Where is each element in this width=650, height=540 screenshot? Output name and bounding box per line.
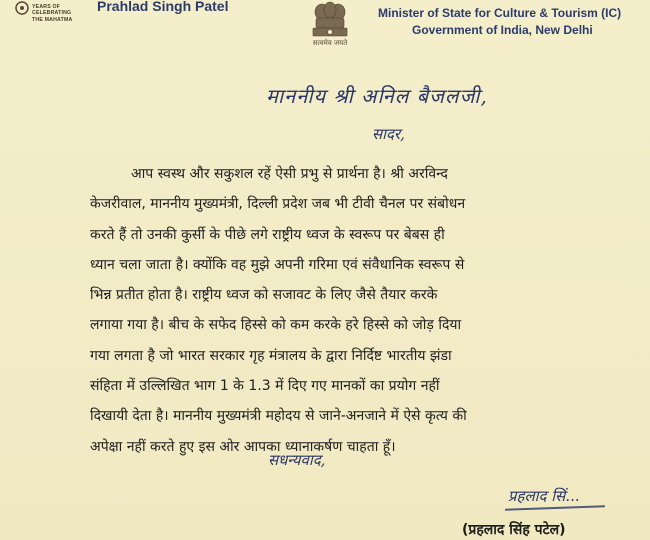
body-line: दिखायी देता है। माननीय मुख्यमंत्री महोदय से जाने-अनजाने में ऐसे कृत्य की <box>90 408 467 425</box>
body-line: ध्यान चला जाता है। क्योंकि वह मुझे अपनी गरिमा एवं संवैधानिक स्वरूप से <box>90 256 465 273</box>
gandhi-150-logo <box>14 0 84 42</box>
body-line: केजरीवाल, माननीय मुख्यमंत्री, दिल्ली प्रदेश जब भी टीवी चैनल पर संबोधन <box>90 196 466 213</box>
handwritten-greeting: सादर, <box>372 125 405 143</box>
letter-body <box>90 159 610 462</box>
signature: प्रहलाद सिं... <box>508 487 580 505</box>
body-line: लगाया गया है। बीच के सफेद हिस्से को कम करके हरे हिस्से को जोड़ दिया <box>90 317 462 334</box>
signature-underline <box>505 505 605 510</box>
designation-block <box>378 5 650 39</box>
handwritten-salutation: माननीय श्री अनिल बैजलजी, <box>266 84 488 108</box>
body-line: अपेक्षा नहीं करते हुए इस ओर आपका ध्यानाकर्षण चाहता हूँ। <box>90 438 396 455</box>
printed-name: (प्रहलाद सिंह पटेल) <box>462 522 566 538</box>
body-line: करते हैं तो उनकी कुर्सी के पीछे लगे राष्ट्रीय ध्वज के स्वरूप पर बेबस ही <box>90 226 445 243</box>
emblem-motto: सत्यमेव जयते <box>312 39 348 47</box>
logo-text: YEARS OF CELEBRATING THE MAHATMA <box>32 4 73 23</box>
body-line: भिन्न प्रतीत होता है। राष्ट्रीय ध्वज को सजावट के लिए जैसे तैयार करके <box>90 287 438 304</box>
body-line: आप स्वस्थ और सकुशल रहें ऐसी प्रभु से प्रार्थना है। श्री अरविन्द <box>131 166 448 182</box>
minister-name: Prahlad Singh Patel <box>97 0 229 14</box>
logo-mark-icon <box>14 0 30 16</box>
body-line: गया लगता है जो भारत सरकार गृह मंत्रालय के द्वारा निर्दिष्ट भारतीय झंडा <box>90 347 452 364</box>
government-line: Government of India, New Delhi <box>412 23 593 37</box>
body-line: संहिता में उल्लिखित भाग 1 के 1.3 में दिए गए मानकों का प्रयोग नहीं <box>90 378 440 395</box>
designation-title: Minister of State for Culture & Tourism (IC) <box>378 6 622 20</box>
handwritten-closing: सधन्यवाद, <box>268 451 326 469</box>
